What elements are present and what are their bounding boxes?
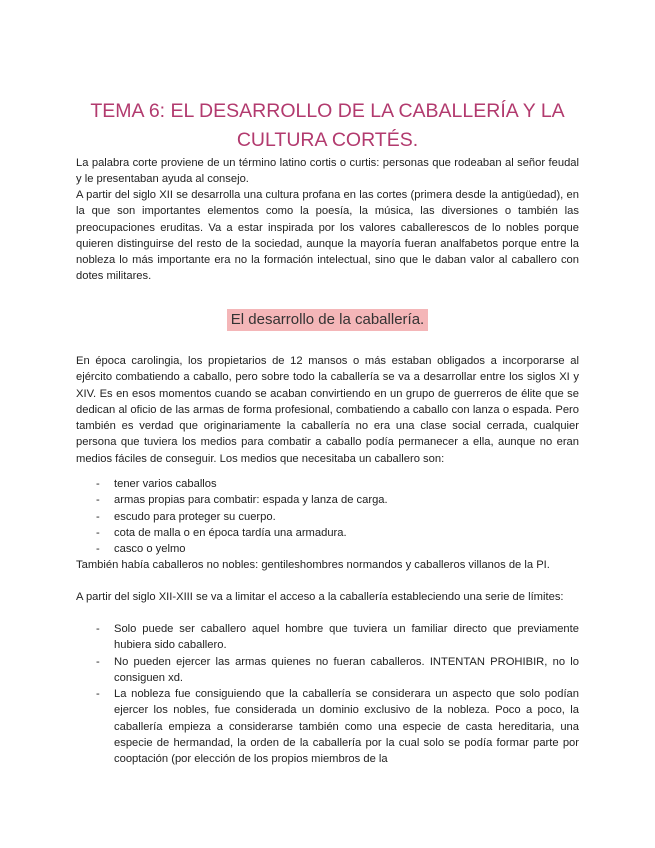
- limits-intro: A partir del siglo XII-XIII se va a limitar el acceso a la caballería estableciendo una serie de límites:: [76, 591, 564, 603]
- section-heading: [0, 311, 655, 329]
- list-item: - cota de malla o en época tardía una armadura.: [76, 525, 579, 541]
- title-line-2: CULTURA CORTÉS.: [236, 129, 419, 151]
- list-item: - Solo puede ser caballero aquel hombre que tuviera un familiar directo que previamente hubiera sido caballero.: [76, 621, 579, 654]
- list-item: - escudo para proteger su cuerpo.: [76, 509, 579, 525]
- page-title: [60, 97, 595, 155]
- intro-paragraph-2: A partir del siglo XII se desarrolla una cultura profana en las cortes (primera desde la antigüedad), en la que son importantes elementos como la poesía, la música, las diversiones o también las preocupaciones eruditas. Va a estar inspirada por los valores caballerescos de lo nobles porque quieren distinguirse del resto de la sociedad, aunque la mayoría fueran analfabetos porque entre la nobleza lo más importante era no la formación intelectual, sino que le daban valor al caballero con dotes militares.: [76, 189, 579, 283]
- list-item: - armas propias para combatir: espada y lanza de carga.: [76, 492, 579, 508]
- list-item: - casco o yelmo: [76, 541, 579, 557]
- means-list: [76, 476, 579, 557]
- nonnobles-paragraph: También había caballeros no nobles: gentileshombres normandos y caballeros villanos de la PI.: [76, 559, 550, 571]
- intro-paragraph-1: La palabra corte proviene de un término latino cortis o curtis: personas que rodeaban al señor feudal y le presentaban ayuda al consejo.: [76, 157, 579, 186]
- section-paragraph: En época carolingia, los propietarios de 12 mansos o más estaban obligados a incorporarse al ejército combatiendo a caballo, pero sobre todo la caballería se va a desarrollar entre los siglos XI y XIV. Es en esos momentos cuando se acaban convirtiendo en un grupo de guerreros de élite que se dedican al oficio de las armas de forma profesional, combatiendo a caballo con lanza o espada. Pero también es verdad que originariamente la caballería no era una clase social cerrada, cualquier persona que tuviera los medios para combatir a caballo podía permanecer a ella, aunque no eran medios fáciles de conseguir. Los medios que necesitaba un caballero son:: [76, 355, 579, 465]
- list-item: - La nobleza fue consiguiendo que la caballería se considerara un aspecto que solo podían ejercer los nobles, fue considerada un dominio exclusivo de la nobleza. Poco a poco, la caballería empieza a considerarse también como una especie de casta hereditaria, una especie de hermandad, la orden de la caballería por la cual solo se podía formar parte por cooptación (por elección de los propios miembros de la: [76, 686, 579, 767]
- limits-list: [76, 621, 579, 768]
- list-item: - tener varios caballos: [76, 476, 579, 492]
- section-heading-text: El desarrollo de la caballería.: [227, 309, 428, 331]
- title-line-1: TEMA 6: EL DESARROLLO DE LA CABALLERÍA Y LA: [90, 100, 565, 122]
- list-item: - No pueden ejercer las armas quienes no fueran caballeros. INTENTAN PROHIBIR, no lo consiguen xd.: [76, 654, 579, 687]
